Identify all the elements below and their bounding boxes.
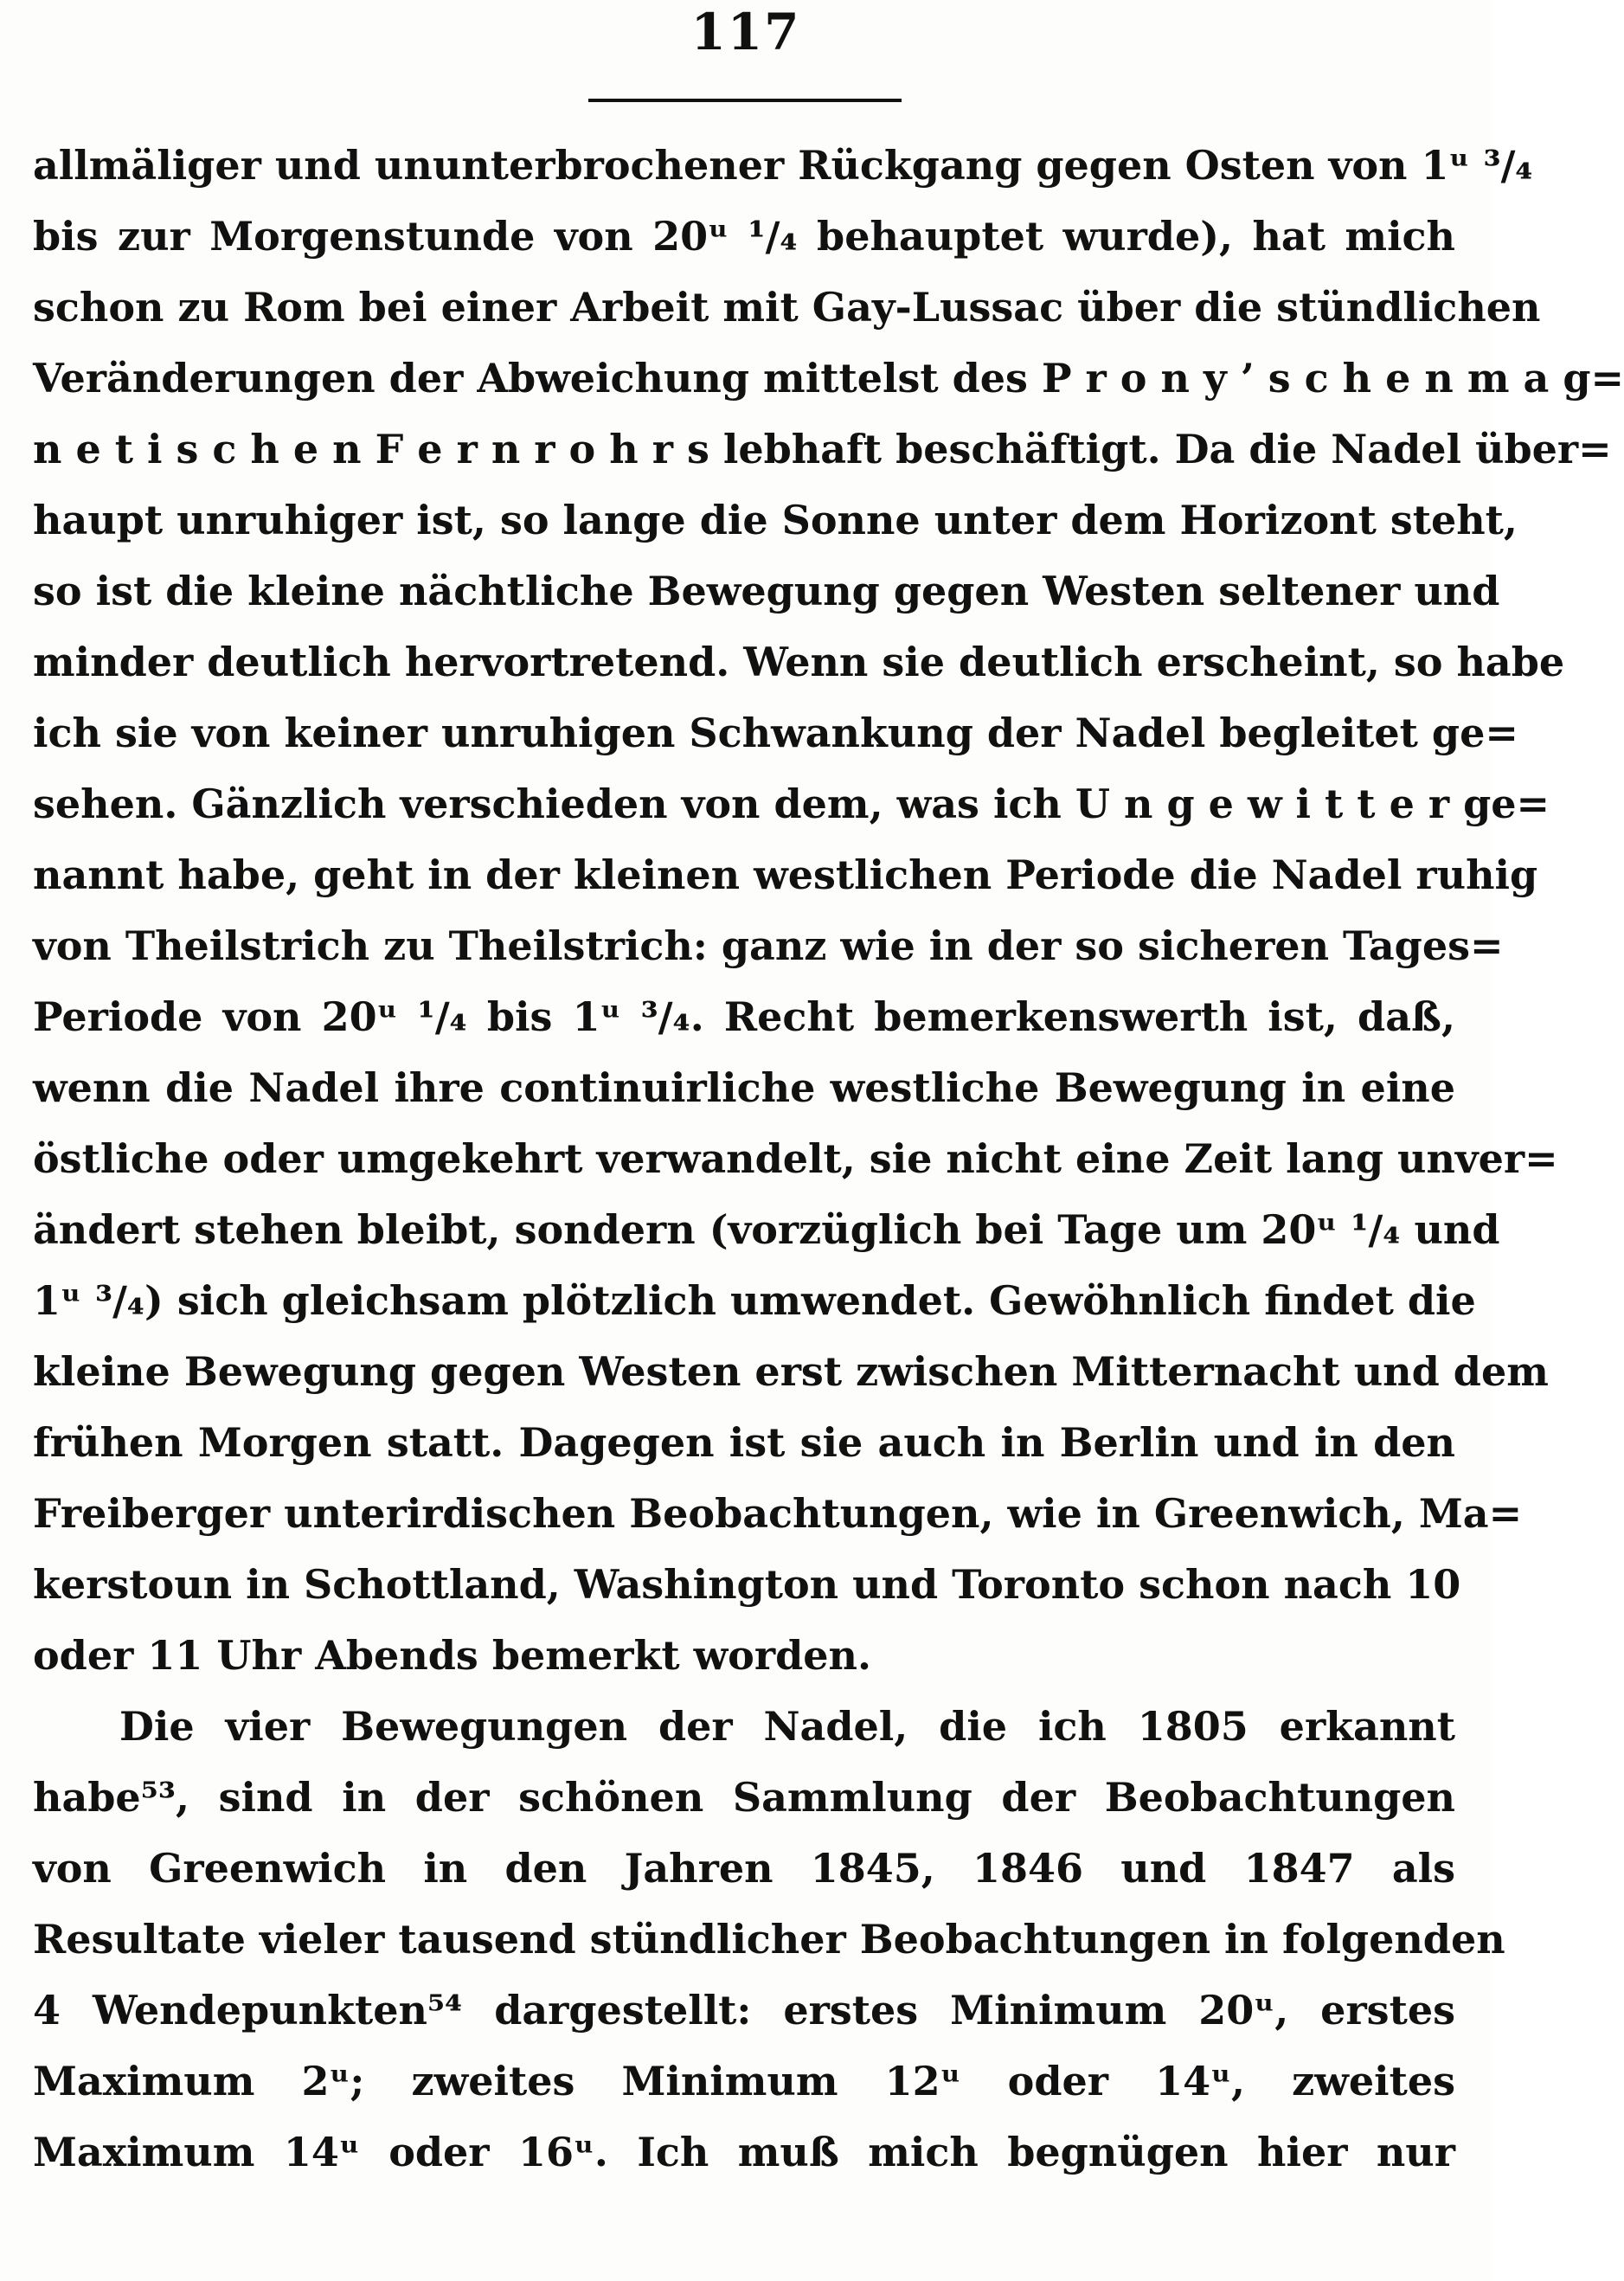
text-line: 1ᵘ ³/₄) sich gleichsam plötzlich umwendet. Gewöhnlich findet die: [33, 1277, 1476, 1324]
text-line: Freiberger unterirdischen Beobachtungen, wie in Greenwich, Ma=: [33, 1490, 1523, 1537]
text-line: kerstoun in Schottland, Washington und Toronto schon nach 10: [33, 1561, 1461, 1608]
paragraph-2: [33, 1691, 1505, 2188]
text-line: oder 11 Uhr Abends bemerkt worden.: [33, 1632, 871, 1679]
text-line: haupt unruhiger ist, so lange die Sonne unter dem Horizont steht,: [33, 497, 1518, 543]
text-line: ändert stehen bleibt, sondern (vorzüglich bei Tage um 20ᵘ ¹/₄ und: [33, 1206, 1500, 1253]
text-line: nannt habe, geht in der kleinen westlichen Periode die Nadel ruhig: [33, 851, 1538, 898]
paragraph-1: [33, 130, 1624, 1691]
text-line: n e t i s c h e n F e r n r o h r s lebhaft beschäftigt. Da die Nadel über=: [33, 426, 1612, 472]
text-line: allmäliger und ununterbrochener Rückgang gegen Osten von 1ᵘ ³/₄: [33, 142, 1533, 189]
text-line: frühen Morgen statt. Dagegen ist sie auch in Berlin und in den: [33, 1419, 1455, 1466]
text-line: minder deutlich hervortretend. Wenn sie deutlich erscheint, so habe: [33, 639, 1565, 685]
text-line: wenn die Nadel ihre continuirliche westliche Bewegung in eine: [33, 1064, 1455, 1111]
text-line: von Theilstrich zu Theilstrich: ganz wie in der so sicheren Tages=: [33, 922, 1504, 969]
text-line: habe⁵³, sind in der schönen Sammlung der Beobachtungen: [33, 1774, 1455, 1821]
text-line: ich sie von keiner unruhigen Schwankung der Nadel begleitet ge=: [33, 710, 1518, 756]
text-line: Veränderungen der Abweichung mittelst des P r o n y ’ s c h e n m a g=: [33, 355, 1624, 402]
text-line: sehen. Gänzlich verschieden von dem, was ich U n g e w i t t e r ge=: [33, 781, 1550, 827]
text-line: 4 Wendepunkten⁵⁴ dargestellt: erstes Minimum 20ᵘ, erstes: [33, 1987, 1455, 2034]
text-line: Maximum 14ᵘ oder 16ᵘ. Ich muß mich begnügen hier nur: [33, 2129, 1455, 2175]
text-line: so ist die kleine nächtliche Bewegung gegen Westen seltener und: [33, 568, 1500, 614]
text-line: schon zu Rom bei einer Arbeit mit Gay-Lussac über die stündlichen: [33, 284, 1541, 331]
text-line: Die vier Bewegungen der Nadel, die ich 1805 erkannt: [119, 1703, 1455, 1750]
page-number: 117: [690, 3, 801, 61]
text-line: östliche oder umgekehrt verwandelt, sie nicht eine Zeit lang unver=: [33, 1135, 1558, 1182]
text-line: von Greenwich in den Jahren 1845, 1846 und 1847 als: [33, 1845, 1455, 1892]
text-line: Maximum 2ᵘ; zweites Minimum 12ᵘ oder 14ᵘ, zweites: [33, 2058, 1455, 2104]
header-rule: [588, 99, 902, 102]
text-line: Periode von 20ᵘ ¹/₄ bis 1ᵘ ³/₄. Recht bemerkenswerth ist, daß,: [33, 993, 1455, 1040]
text-line: bis zur Morgenstunde von 20ᵘ ¹/₄ behauptet wurde), hat mich: [33, 213, 1455, 260]
text-line: kleine Bewegung gegen Westen erst zwischen Mitternacht und dem: [33, 1348, 1549, 1395]
text-line: Resultate vieler tausend stündlicher Beobachtungen in folgenden: [33, 1916, 1505, 1963]
body-text: [33, 130, 1624, 2188]
